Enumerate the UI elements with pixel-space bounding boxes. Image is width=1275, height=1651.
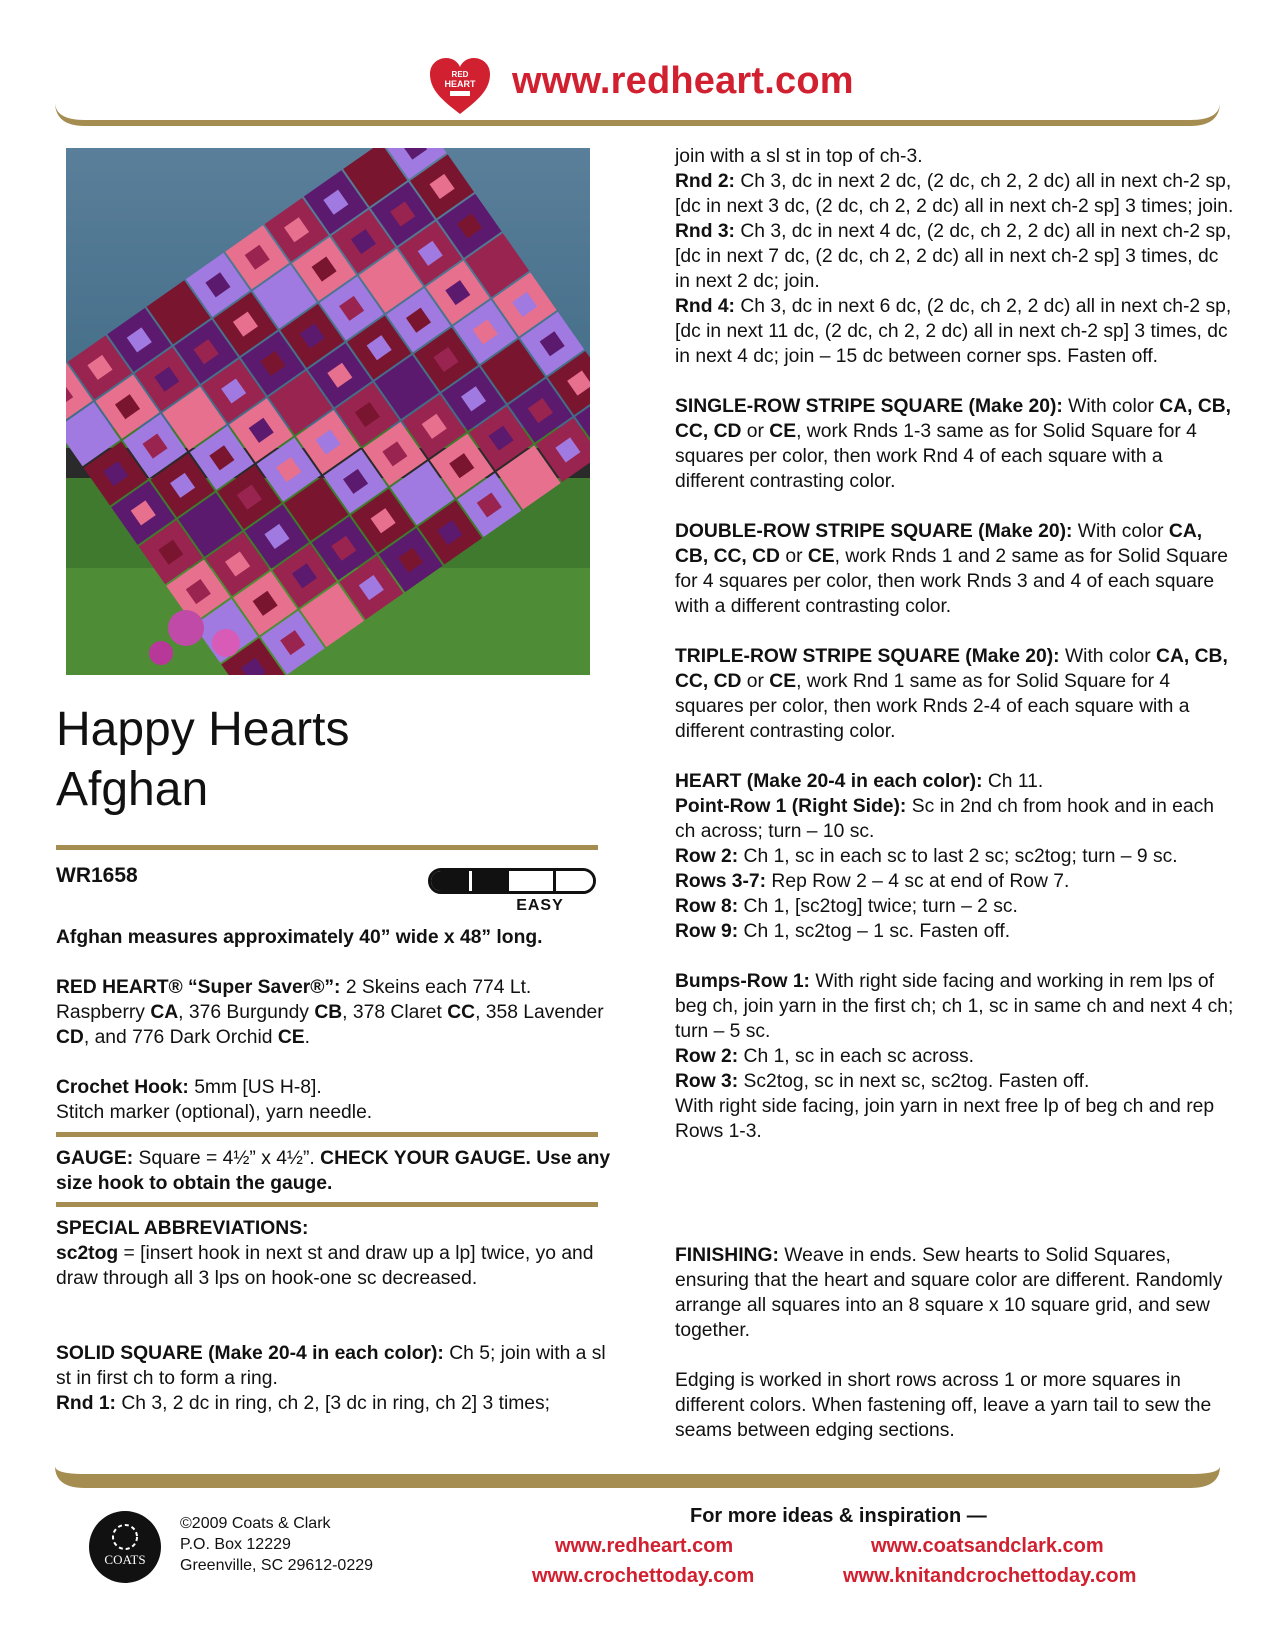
footer-swoosh [55, 1464, 1220, 1504]
logo-text: RED [451, 70, 469, 79]
pattern-title: Happy Hearts Afghan [56, 703, 350, 816]
bumps-instructions: Bumps-Row 1: With right side facing and working in rem lps of beg ch, join yarn in the first ch; ch 1, sc in same ch and next 4 ch; turn – 5 sc. Row 2: Ch 1, sc in each sc across. Row 3: Sc2tog, sc in next sc, sc2tog. Fasten off. With right side facing, join yarn in next free lp of beg ch and rep Rows 1-3. [675, 971, 1234, 1142]
svg-text:HEART: HEART [444, 79, 476, 89]
triple-row-stripe: TRIPLE-ROW STRIPE SQUARE (Make 20): With color CA, CB, CC, CD or CE, work Rnd 1 same as for Solid Square for 4 squares per color, then work Rnds 2-4 of each square with a different contrasting color. [675, 646, 1228, 742]
right-column: join with a sl st in top of ch-3. Rnd 2: Ch 3, dc in next 2 dc, (2 dc, ch 2, 2 dc) all in next ch-2 sp, [dc in next 3 dc, (2 dc, ch 2, 2 dc) all in next ch-2 sp] 3 times; join. Rnd 3: Ch 3, dc in next 4 dc, (2 dc, ch 2, 2 dc) all in next ch-2 sp, [dc in next 7 dc, (2 dc, ch 2, 2 dc) all in next ch-2 sp] 3 times, dc in next 2 dc; join. Rnd 4: Ch 3, dc in next 6 dc, (2 dc, ch 2, 2 dc) all in next ch-2 sp, [dc in next 11 dc, (2 dc, ch 2, 2 dc) all in next ch-2 sp] 3 times, dc in next 4 dc; join – 15 dc between corner sps. Fasten off. SINGLE-ROW STRIPE SQUARE (Make 20): With color CA, CB, CC, CD or CE, work Rnds 1-3 same as for Solid Square for 4 squares per color, then work Rnd 4 of each square with a different contrasting color. DOUBLE-ROW STRIPE SQUARE (Make 20): With color CA, CB, CC, CD or CE, work Rnds 1 and 2 same as for Solid Square for 4 squares per color, then work Rnds 3 and 4 of each square with a different contrasting color. TRIPLE-ROW STRIPE SQUARE (Make 20): With color CA, CB, CC, CD or CE, work Rnd 1 same as for Solid Square for 4 squares per color, then work Rnds 2-4 of each square with a different contrasting color. HEART (Make 20-4 in each color): Ch 11. Point-Row 1 (Right Side): Sc in 2nd ch from hook and in each ch across; turn – 10 sc. Row 2: Ch 1, sc in each sc to last 2 sc; sc2tog; turn – 9 sc. Rows 3-7: Rep Row 2 – 4 sc at end of Row 7. Row 8: Ch 1, [sc2tog] twice; turn – 2 sc. Row 9: Ch 1, sc2tog – 1 sc. Fasten off. Bumps-Row 1: With right side facing and working in rem lps of beg ch, join yarn in the first ch; ch 1, sc in same ch and next 4 ch; turn – 5 sc. Row 2: Ch 1, sc in each sc across. Row 3: Sc2tog, sc in next sc, sc2tog. Fasten off. With right side facing, join yarn in next free lp of beg ch and rep Rows 1-3. [675, 146, 1234, 1142]
solid-square: SOLID SQUARE (Make 20-4 in each color): Ch 5; join with a sl st in first ch to form a ring. Rnd 1: Ch 3, 2 dc in ring, ch 2, [3 dc in ring, ch 2] 3 times; [56, 1343, 606, 1414]
skill-segment [512, 871, 553, 891]
coats-logo [88, 1510, 162, 1584]
double-row-stripe: DOUBLE-ROW STRIPE SQUARE (Make 20): With color CA, CB, CC, CD or CE, work Rnds 1 and 2 same as for Solid Square for 4 squares per color, then work Rnds 3 and 4 of each square with a different contrasting color. [675, 521, 1228, 617]
hook-info: Crochet Hook: 5mm [US H-8]. [56, 1077, 322, 1098]
skill-segment [472, 871, 513, 891]
skill-segment [553, 871, 594, 891]
pattern-code: WR1658 [56, 864, 138, 887]
header-swoosh [55, 98, 1220, 138]
site-url[interactable]: www.redheart.com [512, 60, 854, 102]
measurements: Afghan measures approximately 40” wide x 48” long. [56, 927, 543, 948]
skill-segment [431, 871, 472, 891]
skill-level-label: EASY [516, 897, 564, 914]
heart-instructions: HEART (Make 20-4 in each color): Ch 11. Point-Row 1 (Right Side): Sc in 2nd ch from hook and in each ch across; turn – 10 sc. Row 2: Ch 1, sc in each sc to last 2 sc; sc2tog; turn – 9 sc. Rows 3-7: Rep Row 2 – 4 sc at end of Row 7. Row 8: Ch 1, [sc2tog] twice; turn – 2 sc. Row 9: Ch 1, sc2tog – 1 sc. Fasten off. [675, 771, 1214, 942]
more-ideas: For more ideas & inspiration — [690, 1505, 987, 1527]
skill-level-meter [428, 868, 602, 920]
special-abbreviations: SPECIAL ABBREVIATIONS: sc2tog = [insert hook in next st and draw up a lp] twice, yo and draw through all 3 lps on hook-one sc decreased. [56, 1218, 594, 1289]
notions: Stitch marker (optional), yarn needle. [56, 1102, 373, 1123]
edging: Edging is worked in short rows across 1 or more squares in different colors. When fastening off, leave a yarn tail to sew the seams between edging sections. [675, 1370, 1212, 1441]
link-coatsandclark[interactable]: www.coatsandclark.com [871, 1535, 1104, 1557]
gauge: GAUGE: Square = 4½” x 4½”. CHECK YOUR GAUGE. Use any size hook to obtain the gauge. [56, 1148, 611, 1194]
yarn-info: RED HEART® “Super Saver®”: 2 Skeins each 774 Lt. Raspberry CA, 376 Burgundy CB, 378 Claret CC, 358 Lavender CD, and 776 Dark Orchid CE. [56, 977, 604, 1048]
divider [56, 845, 598, 850]
link-redheart[interactable]: www.redheart.com [555, 1535, 734, 1557]
left-column [56, 925, 616, 1125]
link-crochettoday[interactable]: www.crochettoday.com [532, 1565, 755, 1587]
finishing: FINISHING: Weave in ends. Sew hearts to Solid Squares, ensuring that the heart and square color are different. Randomly arrange all squares into an 8 square x 10 square grid, and sew together. Edging is worked in short rows across 1 or more squares in different colors. When fastening off, leave a yarn tail to sew the seams between edging sections. [675, 1243, 1235, 1443]
divider [56, 1202, 598, 1207]
divider [56, 1132, 598, 1137]
address: ©2009 Coats & Clark P.O. Box 12229 Greenville, SC 29612-0229 [180, 1515, 374, 1574]
link-knitandcrochettoday[interactable]: www.knitandcrochettoday.com [843, 1565, 1137, 1587]
single-row-stripe: SINGLE-ROW STRIPE SQUARE (Make 20): With color CA, CB, CC, CD or CE, work Rnds 1-3 same as for Solid Square for 4 squares per color, then work Rnd 4 of each square with a different contrasting color. [675, 396, 1232, 492]
svg-text:COATS: COATS [104, 1552, 146, 1567]
afghan-photo [66, 148, 590, 675]
